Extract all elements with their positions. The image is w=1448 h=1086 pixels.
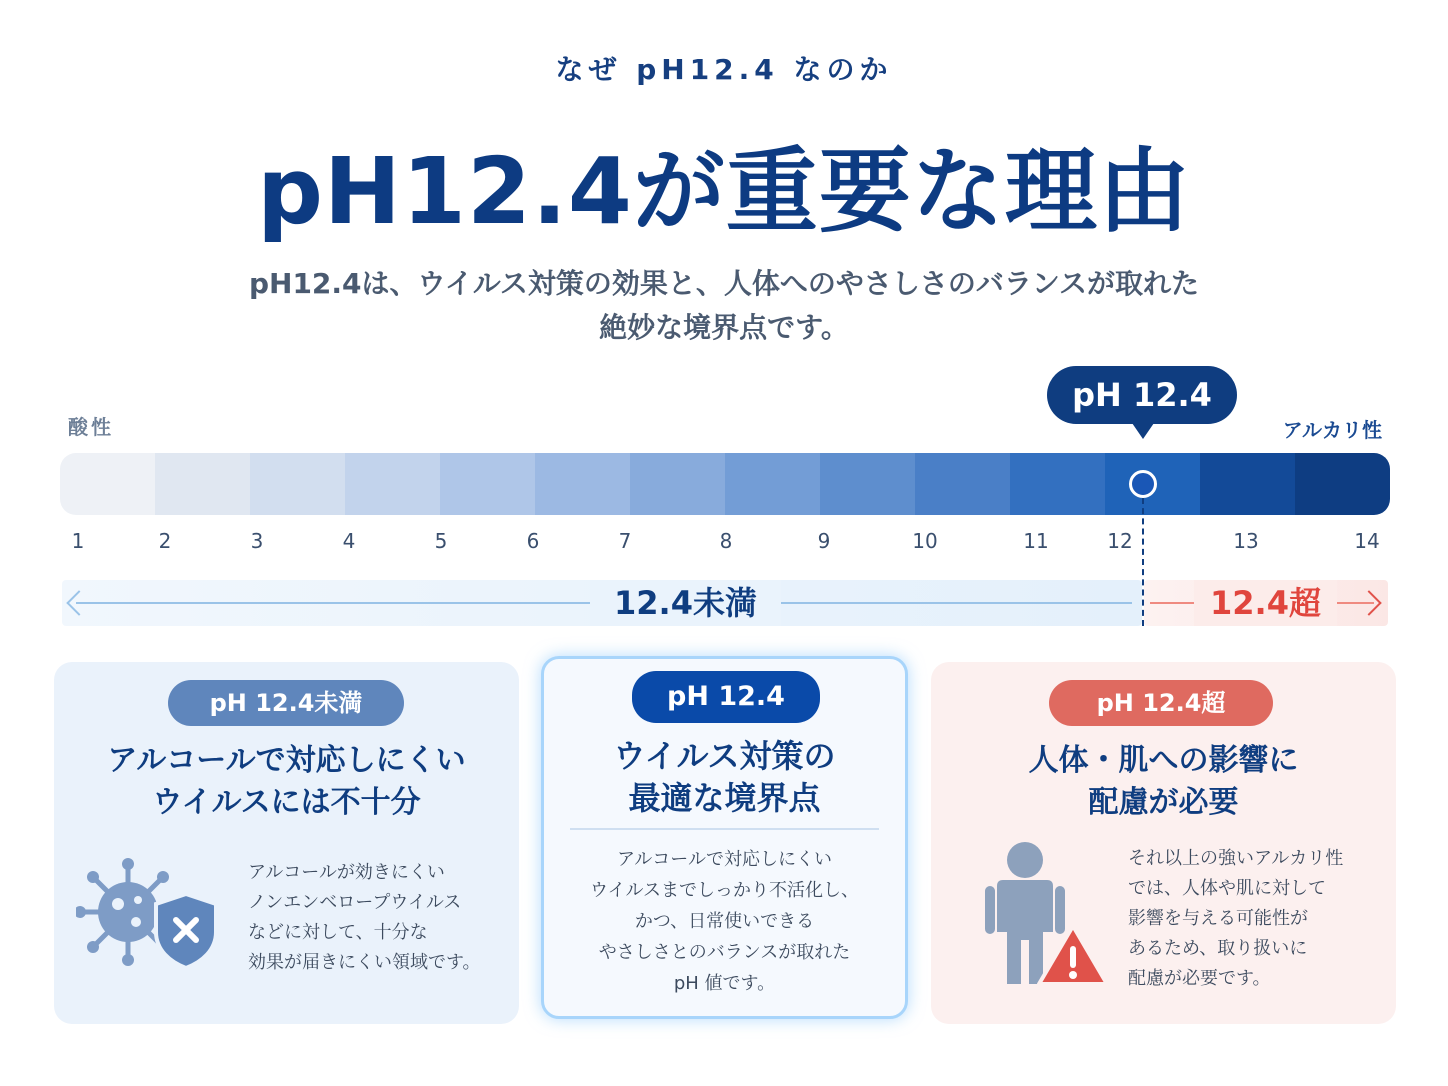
ph-tick-label: 14 bbox=[1354, 529, 1380, 553]
card-body-line: 配慮が必要です。 bbox=[1128, 968, 1271, 989]
lead-text bbox=[0, 262, 1448, 350]
card-below-12-4 bbox=[54, 662, 519, 1024]
ph-marker-dot bbox=[1129, 470, 1157, 498]
alkaline-label: アルカリ性 bbox=[1282, 418, 1382, 442]
ph-tick-label: 1 bbox=[71, 529, 85, 553]
ph-tick-label: 8 bbox=[719, 529, 733, 553]
card-body-line: それ以上の強いアルカリ性 bbox=[1128, 848, 1344, 869]
card-body-line: ウイルスまでしっかり不活化し、 bbox=[590, 880, 859, 901]
page-title: pH12.4が重要な理由 bbox=[257, 138, 1191, 245]
card-body bbox=[248, 858, 481, 978]
ph-tick-label: 4 bbox=[342, 529, 356, 553]
range-above bbox=[1144, 580, 1388, 626]
lead-line: 絶妙な境界点です。 bbox=[599, 311, 849, 344]
card-body-line: 影響を与える可能性が bbox=[1128, 908, 1308, 929]
card-body-line: ノンエンベロープウイルス bbox=[248, 892, 462, 913]
card-pill: pH 12.4未満 bbox=[168, 680, 404, 726]
ph-tick-label: 12 bbox=[1107, 529, 1133, 553]
arrow-left-icon bbox=[66, 590, 91, 615]
card-body-line: などに対して、十分な bbox=[248, 922, 428, 943]
arrow-right-icon bbox=[1356, 590, 1381, 615]
ph-scale-segment bbox=[820, 453, 915, 515]
ph-scale-segment bbox=[1295, 453, 1390, 515]
card-body bbox=[1128, 844, 1343, 994]
ph-tick-label: 11 bbox=[1023, 529, 1049, 553]
card-body-line: あるため、取り扱いに bbox=[1128, 938, 1308, 959]
card-pill: pH 12.4 bbox=[632, 671, 820, 723]
card-heading-line: 最適な境界点 bbox=[628, 779, 821, 817]
card-heading-line: 配慮が必要 bbox=[1088, 785, 1239, 820]
card-body bbox=[544, 844, 905, 999]
card-divider bbox=[570, 828, 879, 830]
eyebrow: なぜ pH12.4 なのか bbox=[555, 53, 893, 86]
ph-scale-segment bbox=[630, 453, 725, 515]
ph-scale-segment bbox=[535, 453, 630, 515]
ph-scale-segment bbox=[915, 453, 1010, 515]
range-below bbox=[62, 580, 1142, 626]
ph-tick-label: 10 bbox=[912, 529, 938, 553]
ph-tick-label: 7 bbox=[618, 529, 632, 553]
ph-scale-bar bbox=[60, 453, 1390, 515]
virus-shield-icon bbox=[76, 854, 226, 974]
ph-tick-label: 9 bbox=[817, 529, 831, 553]
person-warning-icon bbox=[983, 840, 1113, 990]
range-below-label: 12.4未満 bbox=[590, 580, 781, 626]
card-12-4 bbox=[541, 656, 908, 1019]
ph-tick-label: 2 bbox=[158, 529, 172, 553]
card-body-line: かつ、日常使いできる bbox=[634, 911, 815, 932]
ph-scale-ticks bbox=[0, 529, 1448, 553]
card-body-line: では、人体や肌に対して bbox=[1128, 878, 1326, 899]
card-heading-line: ウイルスには不十分 bbox=[152, 785, 421, 820]
ph-tick-label: 6 bbox=[526, 529, 540, 553]
card-heading bbox=[544, 735, 905, 819]
card-heading bbox=[931, 740, 1396, 824]
card-body-line: 効果が届きにくい領域です。 bbox=[248, 952, 481, 973]
ph-tick-label: 3 bbox=[250, 529, 264, 553]
card-above-12-4 bbox=[931, 662, 1396, 1024]
card-heading-line: ウイルス対策の bbox=[613, 737, 836, 775]
card-heading-line: 人体・肌への影響に bbox=[1028, 743, 1299, 778]
card-body-line: アルコールで対応しにくい bbox=[617, 849, 832, 870]
card-body-line: やさしさとのバランスが取れた bbox=[598, 942, 851, 963]
acidic-label: 酸性 bbox=[68, 415, 114, 439]
ph-scale-segment bbox=[725, 453, 820, 515]
ph-tick-label: 5 bbox=[434, 529, 448, 553]
ph-scale-segment bbox=[440, 453, 535, 515]
lead-line: pH12.4は、ウイルス対策の効果と、人体へのやさしさのバランスが取れた bbox=[248, 267, 1200, 300]
ph-scale-segment bbox=[155, 453, 250, 515]
ph-scale-segment bbox=[345, 453, 440, 515]
card-body-line: pH 値です。 bbox=[673, 973, 776, 994]
ph-marker-bubble: pH 12.4 bbox=[1047, 366, 1237, 424]
card-heading bbox=[54, 740, 519, 824]
ph-scale-segment bbox=[1200, 453, 1295, 515]
ph-tick-label: 13 bbox=[1233, 529, 1259, 553]
ph-scale-segment bbox=[1010, 453, 1105, 515]
card-heading-line: アルコールで対応しにくい bbox=[107, 743, 466, 778]
ph-scale-segment bbox=[60, 453, 155, 515]
ph-scale-segment bbox=[250, 453, 345, 515]
card-body-line: アルコールが効きにくい bbox=[248, 862, 445, 883]
range-above-label: 12.4超 bbox=[1194, 580, 1337, 626]
card-pill: pH 12.4超 bbox=[1049, 680, 1273, 726]
